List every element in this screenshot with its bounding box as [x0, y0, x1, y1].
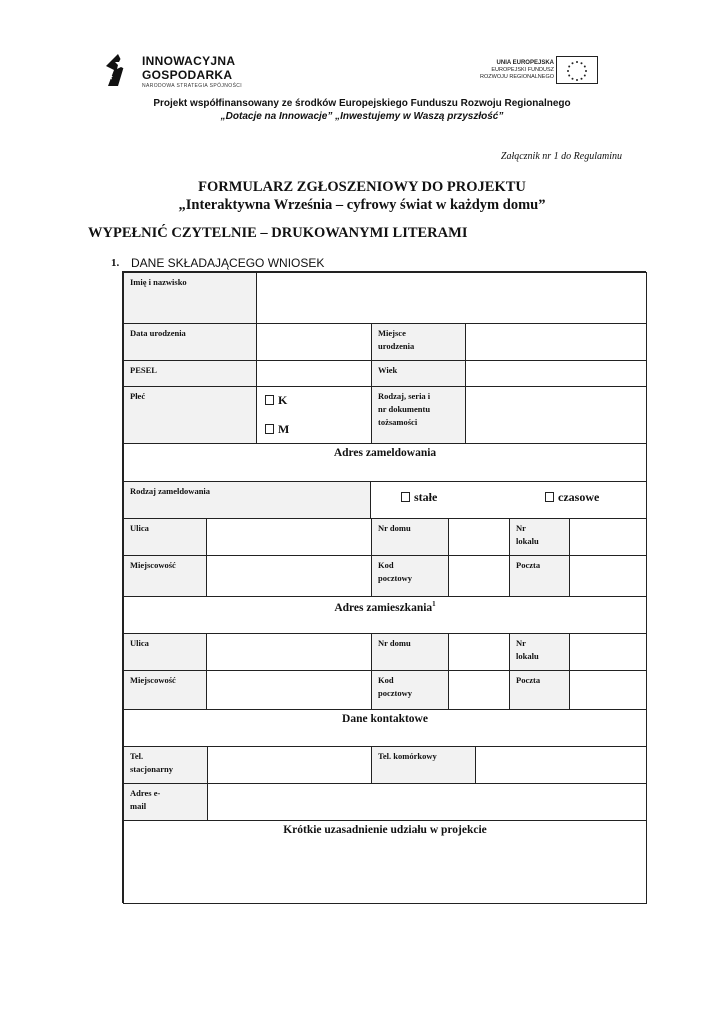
- mobile-label: Tel. komórkowy: [371, 746, 476, 784]
- checkbox-icon: [265, 424, 274, 434]
- checkbox-icon: [545, 492, 554, 502]
- application-form: [122, 271, 646, 903]
- project-title: „Interaktywna Września – cyfrowy świat w każdym domu”: [178, 197, 546, 213]
- reg-flat-no-label: Nr lokalu: [509, 518, 570, 556]
- reg-post-office-field[interactable]: [569, 555, 647, 597]
- eu-label-line-2: EUROPEJSKI FUNDUSZ: [491, 67, 554, 73]
- logo-line-2: GOSPODARKA: [142, 68, 233, 82]
- reg-street-field[interactable]: [206, 518, 372, 556]
- registered-address-header: Adres zameldowania: [123, 443, 647, 482]
- birth-date-field[interactable]: [256, 323, 372, 361]
- eu-label-line-3: ROZWOJU REGIONALNEGO: [480, 74, 554, 80]
- res-house-no-field[interactable]: [448, 633, 510, 671]
- registration-permanent-option[interactable]: stałe: [401, 491, 437, 504]
- sex-option-m[interactable]: M: [265, 422, 365, 436]
- eu-fund-label: [480, 60, 554, 81]
- logo-line-1: INNOWACYJNA: [142, 54, 236, 68]
- fill-instruction: WYPEŁNIĆ CZYTELNIE – DRUKOWANYMI LITERAMI: [88, 225, 468, 241]
- eu-flag-icon: [556, 56, 598, 84]
- id-document-field[interactable]: [465, 386, 647, 444]
- residence-address-header: Adres zamieszkania$^1$: [123, 596, 647, 634]
- pesel-label: PESEL: [123, 360, 257, 387]
- age-field[interactable]: [465, 360, 647, 387]
- registration-temporary-option[interactable]: czasowe: [545, 491, 599, 504]
- res-house-no-label: Nr domu: [371, 633, 449, 671]
- reg-house-no-label: Nr domu: [371, 518, 449, 556]
- star-figure-icon: [104, 52, 134, 88]
- id-document-label: Rodzaj, seria i nr dokumentu tożsamości: [371, 386, 466, 444]
- reg-postcode-field[interactable]: [448, 555, 510, 597]
- eu-label-line-1: UNIA EUROPEJSKA: [496, 60, 554, 66]
- reg-street-label: Ulica: [123, 518, 207, 556]
- res-postcode-label: Kod pocztowy: [371, 670, 449, 710]
- birth-place-label: Miejsce urodzenia: [371, 323, 466, 361]
- reg-postcode-label: Kod pocztowy: [371, 555, 449, 597]
- sex-options: [256, 386, 372, 444]
- pesel-field[interactable]: [256, 360, 372, 387]
- res-flat-no-label: Nr lokalu: [509, 633, 570, 671]
- sex-label: Płeć: [123, 386, 257, 444]
- annex-label: Załącznik nr 1 do Regulaminu: [500, 151, 622, 162]
- footnote-marker: 1: [432, 600, 436, 608]
- res-flat-no-field[interactable]: [569, 633, 647, 671]
- birth-date-label: Data urodzenia: [123, 323, 257, 361]
- res-street-label: Ulica: [123, 633, 207, 671]
- innovative-economy-logo: [104, 50, 244, 90]
- name-field[interactable]: [256, 272, 647, 324]
- section-title: DANE SKŁADAJĄCEGO WNIOSEK: [131, 256, 325, 270]
- res-city-label: Miejscowość: [123, 670, 207, 710]
- res-postcode-field[interactable]: [448, 670, 510, 710]
- registration-type-label: Rodzaj zameldowania: [123, 481, 371, 519]
- logo-line-3: NARODOWA STRATEGIA SPÓJNOŚCI: [142, 83, 243, 89]
- res-post-office-field[interactable]: [569, 670, 647, 710]
- checkbox-icon: [265, 395, 274, 405]
- checkbox-icon: [401, 492, 410, 502]
- sex-option-k[interactable]: K: [265, 393, 365, 407]
- reg-house-no-field[interactable]: [448, 518, 510, 556]
- birth-place-field[interactable]: [465, 323, 647, 361]
- mobile-field[interactable]: [475, 746, 647, 784]
- slogans: „Dotacje na Innowacje” „Inwestujemy w Waszą przyszłość”: [220, 111, 504, 122]
- form-title: FORMULARZ ZGŁOSZENIOWY DO PROJEKTU: [198, 179, 526, 195]
- res-city-field[interactable]: [206, 670, 372, 710]
- contact-header: Dane kontaktowe: [123, 709, 647, 747]
- email-field[interactable]: [207, 783, 647, 821]
- reg-city-label: Miejscowość: [123, 555, 207, 597]
- email-label: Adres e- mail: [123, 783, 208, 821]
- section-number: 1.: [111, 257, 120, 269]
- justification-section[interactable]: [123, 820, 647, 904]
- registration-type-options: [370, 481, 647, 519]
- landline-label: Tel. stacjonarny: [123, 746, 208, 784]
- justification-header: Krótkie uzasadnienie udziału w projekcie: [283, 824, 487, 836]
- landline-field[interactable]: [207, 746, 372, 784]
- res-post-office-label: Poczta: [509, 670, 570, 710]
- age-label: Wiek: [371, 360, 466, 387]
- reg-city-field[interactable]: [206, 555, 372, 597]
- name-label: Imię i nazwisko: [123, 272, 257, 324]
- res-street-field[interactable]: [206, 633, 372, 671]
- reg-post-office-label: Poczta: [509, 555, 570, 597]
- reg-flat-no-field[interactable]: [569, 518, 647, 556]
- cofinancing-note: Projekt współfinansowany ze środków Europejskiego Funduszu Rozwoju Regionalnego: [153, 98, 571, 109]
